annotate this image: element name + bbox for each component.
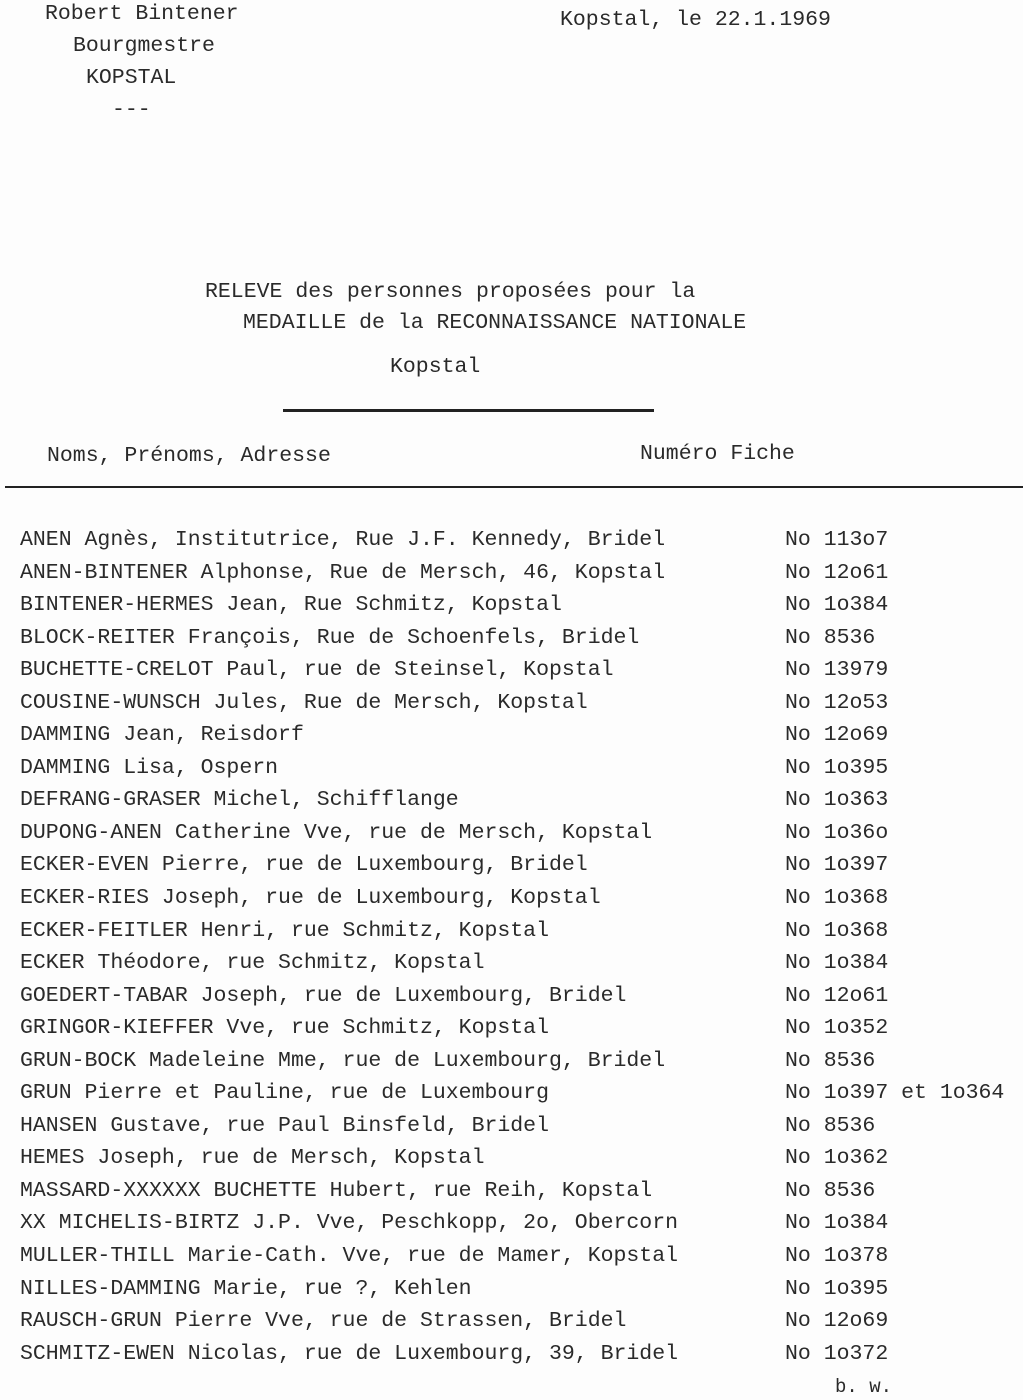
entry-name: GRINGOR-KIEFFER Vve, rue Schmitz, Kopstal [20,1016,549,1041]
entry-name: RAUSCH-GRUN Pierre Vve, rue de Strassen, Bridel [20,1309,627,1334]
list-item [0,984,1023,1017]
list-item [0,658,1023,691]
list-item [0,691,1023,724]
list-item [0,821,1023,854]
column-header-names: Noms, Prénoms, Adresse [47,444,331,468]
entry-number: No 1o352 [785,1016,889,1041]
list-item [0,1179,1023,1212]
list-item [0,756,1023,789]
entry-name: HANSEN Gustave, rue Paul Binsfeld, Bridel [20,1113,549,1138]
entry-number: No 12o61 [785,983,889,1008]
entry-number: No 1o397 [785,853,889,878]
entry-name: ANEN Agnès, Institutrice, Rue J.F. Kennedy, Bridel [20,528,666,552]
entry-number: No 1o378 [785,1244,889,1269]
entry-number: No 1o384 [785,951,889,976]
entry-number: No 1o368 [785,886,889,911]
list-item [0,919,1023,952]
entry-name: ECKER Théodore, rue Schmitz, Kopstal [20,951,485,976]
list-item [0,723,1023,756]
entry-name: ECKER-FEITLER Henri, rue Schmitz, Kopstal [20,918,549,943]
entry-number: No 1o372 [785,1341,889,1366]
entry-name: MASSARD-XXXXXX BUCHETTE Hubert, rue Reih, Kopstal [20,1178,653,1203]
list-item [0,1016,1023,1049]
entry-number: No 8536 [785,625,876,650]
footer-note: b. w. [835,1376,893,1398]
entry-number: No 12o53 [785,690,889,715]
entry-number: No 12o69 [785,723,889,748]
entry-name: ECKER-RIES Joseph, rue de Luxembourg, Kopstal [20,886,601,911]
sender-commune: KOPSTAL [86,66,177,90]
entry-name: ECKER-EVEN Pierre, rue de Luxembourg, Bridel [20,853,588,878]
entry-name: COUSINE-WUNSCH Jules, Rue de Mersch, Kopstal [20,690,588,715]
list-item [0,626,1023,659]
entry-name: DEFRANG-GRASER Michel, Schifflange [20,788,459,813]
entry-name: DUPONG-ANEN Catherine Vve, rue de Mersch, Kopstal [20,820,653,845]
entry-number: No 13979 [785,658,889,683]
entry-name: XX MICHELIS-BIRTZ J.P. Vve, Peschkopp, 2o, Obercorn [20,1211,679,1236]
entry-number: No 1o397 et 1o364 [785,1081,1005,1106]
entry-name: GRUN Pierre et Pauline, rue de Luxembourg [20,1081,549,1106]
heading-line-1: RELEVE des personnes proposées pour la [205,280,696,304]
entry-name: DAMMING Lisa, Ospern [20,755,279,780]
entry-name: BUCHETTE-CRELOT Paul, rue de Steinsel, Kopstal [20,658,614,683]
entry-number: No 1o395 [785,1276,889,1301]
heading-line-2: MEDAILLE de la RECONNAISSANCE NATIONALE [243,311,747,335]
list-item [0,1277,1023,1310]
sender-name: Robert Bintener [45,2,239,26]
entry-number: No 1o384 [785,1211,889,1236]
list-item [0,528,1023,561]
entry-name: ANEN-BINTENER Alphonse, Rue de Mersch, 46, Kopstal [20,560,666,585]
sender-dashes: --- [112,98,151,122]
entry-number: No 1o36o [785,820,889,845]
list-item [0,1146,1023,1179]
list-item [0,561,1023,594]
entry-number: No 8536 [785,1113,876,1138]
entry-number: No 8536 [785,1048,876,1073]
entry-name: BLOCK-REITER François, Rue de Schoenfels, Bridel [20,625,640,650]
header-rule [5,486,1023,488]
list-item [0,951,1023,984]
entry-number: No 1o362 [785,1146,889,1171]
entry-name: GRUN-BOCK Madeleine Mme, rue de Luxembourg, Bridel [20,1048,666,1073]
list-item [0,853,1023,886]
list-item [0,1244,1023,1277]
entry-number: No 1o368 [785,918,889,943]
entry-name: MULLER-THILL Marie-Cath. Vve, rue de Mamer, Kopstal [20,1244,679,1269]
sender-title: Bourgmestre [73,34,215,58]
entry-number: No 113o7 [785,528,889,552]
heading-line-3: Kopstal [390,355,481,379]
heading-underline [283,409,654,412]
date-line: Kopstal, le 22.1.1969 [560,8,831,32]
entry-number: No 12o69 [785,1309,889,1334]
list-item [0,593,1023,626]
entry-name: NILLES-DAMMING Marie, rue ?, Kehlen [20,1276,472,1301]
entry-number: No 8536 [785,1178,876,1203]
list-item [0,1049,1023,1082]
entry-number: No 12o61 [785,560,889,585]
column-header-number: Numéro Fiche [640,442,795,466]
entry-number: No 1o384 [785,593,889,618]
entry-name: BINTENER-HERMES Jean, Rue Schmitz, Kopstal [20,593,562,618]
entries-list [0,528,1023,1374]
entry-number: No 1o363 [785,788,889,813]
list-item [0,1342,1023,1375]
list-item [0,1114,1023,1147]
entry-name: GOEDERT-TABAR Joseph, rue de Luxembourg, Bridel [20,983,627,1008]
list-item [0,1081,1023,1114]
entry-name: SCHMITZ-EWEN Nicolas, rue de Luxembourg, 39, Bridel [20,1341,679,1366]
list-item [0,1309,1023,1342]
entry-number: No 1o395 [785,755,889,780]
entry-name: DAMMING Jean, Reisdorf [20,723,304,748]
list-item [0,886,1023,919]
list-item [0,1211,1023,1244]
list-item [0,788,1023,821]
entry-name: HEMES Joseph, rue de Mersch, Kopstal [20,1146,485,1171]
